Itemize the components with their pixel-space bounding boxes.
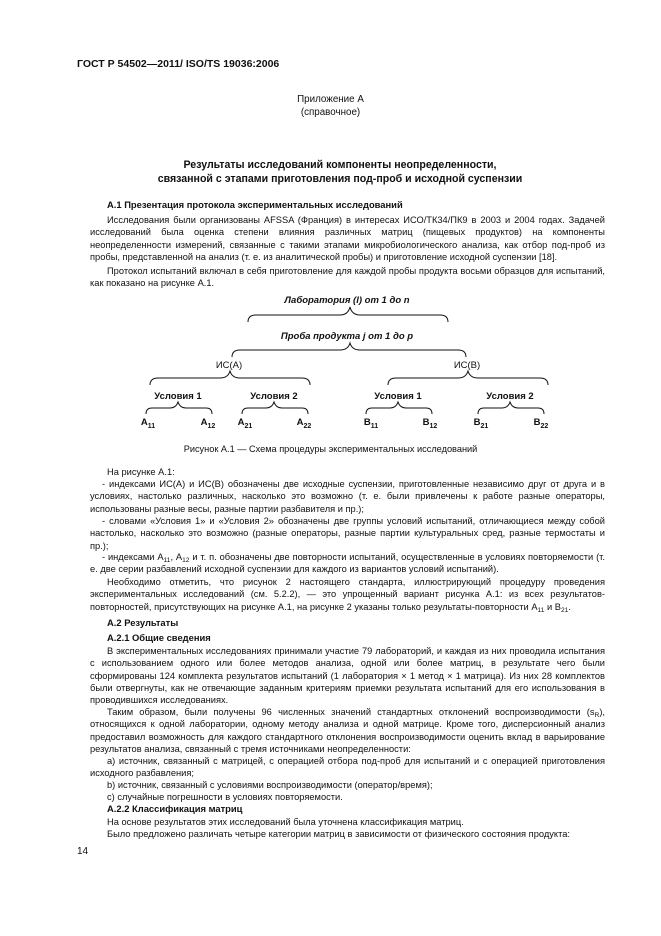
procedure-diagram bbox=[0, 290, 661, 440]
a-cond1-brace bbox=[146, 402, 212, 414]
b-cond2-label: Условия 2 bbox=[486, 391, 534, 402]
a2-p2-sub: R bbox=[594, 712, 600, 719]
leaf-label-a12: $A_{12}$ bbox=[200, 417, 216, 430]
necessary-a: Необходимо отметить, что рисунок 2 настоящего стандарта, иллюстрирующий процедуру проведения экспериментальных исследований (см. 5.2.2), — это упрощенный вариант рисунка А.1: из всех результатов-повторностей, присутствующих на рисунке А.1, на рисунке 2 указаны только результаты-повторности А bbox=[90, 577, 605, 612]
a2-p2-a: Таким образом, были получены 96 численных значений стандартных отклонений воспроизводимости (s bbox=[107, 707, 595, 717]
a2-paragraph-4: Было предложено различать четыре категории матриц в зависимости от физического состояния продукта: bbox=[107, 829, 570, 839]
appendix-heading bbox=[0, 93, 661, 119]
appendix-subtitle: (справочное) bbox=[300, 107, 361, 118]
page-number: 14 bbox=[77, 846, 89, 857]
necessary-c: . bbox=[568, 601, 571, 612]
sample-label: Проба продукта j от 1 до p bbox=[280, 331, 414, 342]
leaf-label-a11: $A_{11}$ bbox=[140, 417, 156, 430]
note-item-3-sub2: 12 bbox=[182, 557, 190, 564]
a2-item-b: b) источник, связанный с условиями воспроизводимости (оператор/время); bbox=[107, 780, 433, 790]
section-title-line1: Результаты исследований компоненты неопределенности, bbox=[183, 159, 497, 171]
a-cond1-label: Условия 1 bbox=[154, 391, 202, 402]
leaf-labels bbox=[141, 417, 549, 430]
labs-brace bbox=[248, 307, 448, 322]
leaf-label-b12: $B_{12}$ bbox=[422, 417, 438, 430]
note-item-3-b: , А bbox=[170, 552, 183, 562]
a1-paragraph-1: Исследования были организованы AFSSA (Франция) в интересах ИСО/ТК34/ПК9 в 2003 и 2004 годах. Задачей исследований была оценка степени влияния различных матриц (пищевых продуктов) на компоненты неопределенности измерений, связанные с такими этапами микробиологического анализа, как отбор под-проб из пробы, представленной на анализ (т. е. из аналитической пробы) и приготовление исходной суспензии [18]. bbox=[90, 215, 605, 262]
isb-brace bbox=[388, 371, 548, 385]
necessary-paragraph bbox=[90, 576, 605, 613]
figure-caption: Рисунок А.1 — Схема процедуры экспериментальных исследований bbox=[183, 444, 478, 454]
note-item-2: - словами «Условия 1» и «Условия 2» обозначены две группы условий испытаний, отличающиеся между собой настолько, насколько это возможно (разные операторы, разные партии культуральных сред, разные термостаты и пр.); bbox=[90, 516, 605, 551]
appendix-title: Приложение А bbox=[297, 94, 364, 105]
a1-paragraph-2: Протокол испытаний включал в себя приготовление для каждой пробы продукта восьми образцов для испытаний, как показано на рисунке А.1. bbox=[90, 266, 605, 289]
necessary-b: и В bbox=[544, 601, 561, 612]
a2-item-c: с) случайные погрешности в условиях повторяемости. bbox=[107, 792, 343, 802]
a2-paragraph-3: На основе результатов этих исследований была уточнена классификация матриц. bbox=[107, 817, 464, 827]
labs-label: Лаборатория (l) от 1 до n bbox=[284, 295, 410, 306]
b-cond1-brace bbox=[366, 402, 432, 414]
notes-intro: На рисунке А.1: bbox=[107, 467, 175, 477]
necessary-sub2: 21 bbox=[560, 606, 569, 614]
a2-p2-b: ), относящихся к одной лаборатории, одному методу анализа и одной матрице. Кроме того, дисперсионный анализ предоставил возможность для каждого стандартного отклонения воспроизводимости оценить вклад в варьирование результатов анализа, связанный с тремя источниками неопределенности: bbox=[90, 707, 605, 754]
a2-1-heading: А.2.1 Общие сведения bbox=[107, 632, 211, 643]
leaf-label-b22: $B_{22}$ bbox=[533, 417, 549, 430]
leaf-label-a22: $A_{22}$ bbox=[296, 417, 312, 430]
standard-header: ГОСТ Р 54502—2011/ ISO/TS 19036:2006 bbox=[77, 58, 280, 70]
a2-2-heading: А.2.2 Классификация матриц bbox=[107, 803, 243, 814]
section-title-line2: связанной с этапами приготовления под-проб и исходной суспензии bbox=[157, 173, 523, 185]
note-item-3-a: - индексами А bbox=[102, 552, 164, 562]
a-cond2-label: Условия 2 bbox=[250, 391, 298, 402]
leaf-label-a21: $A_{21}$ bbox=[237, 417, 253, 430]
leaf-label-b11: $B_{11}$ bbox=[363, 417, 379, 430]
section-title bbox=[90, 158, 590, 186]
isa-label: ИС(А) bbox=[215, 360, 243, 371]
note-item-1: - индексами ИС(А) и ИС(В) обозначены две исходные суспензии, приготовленные независимо друг от друга и в условиях, настолько различных, насколько это возможно (т. е. были привлечены к работе разные операторы, использованы разные весы, разные партии разбавителя и пр.); bbox=[90, 479, 605, 514]
b-cond2-brace bbox=[478, 402, 544, 414]
isb-label: ИС(В) bbox=[453, 360, 481, 371]
note-item-3-c: и т. п. обозначены две повторности испытаний, осуществленные в условиях повторяемости (т. е. две серии разбавлений исходной суспензии для каждого из вариантов условий испытаний). bbox=[90, 552, 605, 575]
a2-paragraph-1: В экспериментальных исследованиях принимали участие 79 лабораторий, и каждая из них проводила испытания с использованием одного или более методов анализа, одной или более матриц, в результате чего были сформированы 124 комплекта результатов испытаний (1 лаборатория × 1 метод × 1 матрица). Из них 28 комплектов были отвергнуты, как не отвечающие заданным критериям приемки результата испытаний для его использования в проводившихся исследованиях. bbox=[90, 646, 605, 706]
a-cond2-brace bbox=[242, 402, 308, 414]
a1-heading: А.1 Презентация протокола экспериментальных исследований bbox=[107, 199, 403, 210]
necessary-sub1: 11 bbox=[537, 606, 545, 614]
b-cond1-label: Условия 1 bbox=[374, 391, 422, 402]
a2-paragraph-2 bbox=[90, 706, 605, 755]
note-item-3 bbox=[90, 551, 605, 576]
note-item-3-sub1: 11 bbox=[163, 557, 171, 564]
isa-brace bbox=[150, 371, 310, 385]
a2-heading: А.2 Результаты bbox=[107, 617, 179, 628]
leaf-label-b21: $B_{21}$ bbox=[473, 417, 489, 430]
a2-item-a: а) источник, связанный с матрицей, с операцией отбора под-проб для испытаний и с операцией приготовления исходного разбавления; bbox=[90, 756, 605, 779]
sample-brace bbox=[232, 343, 466, 357]
